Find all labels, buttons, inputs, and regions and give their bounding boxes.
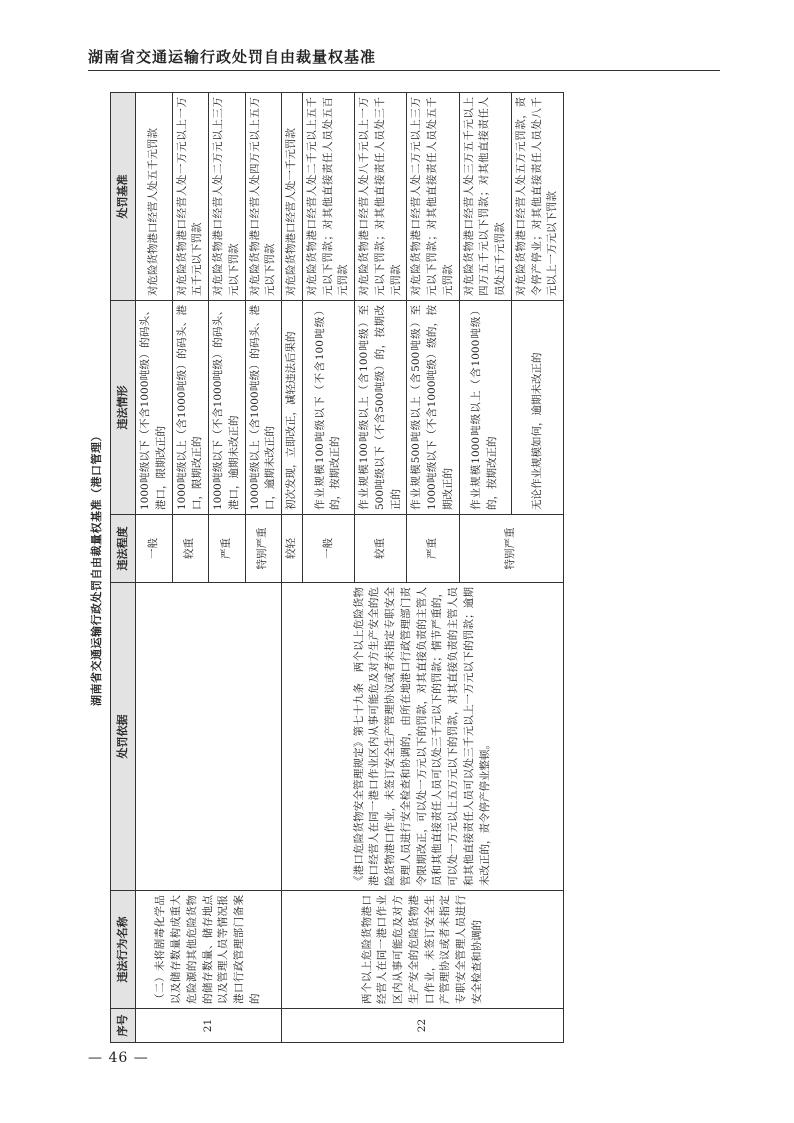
circumstance-cell: 作业规模500吨级以上（含500吨级）至1000吨级以下（不含1000吨级）级的，按期改正的	[407, 301, 459, 515]
table-row	[282, 93, 303, 1043]
standard-cell: 对危险货物港口经营人处二万元以上三万元以下罚款	[209, 93, 246, 301]
table-title: 湖南省交通运输行政处罚自由裁量权基准（港口管理）	[90, 430, 103, 706]
circumstance-cell: 1000吨级以下（不含1000吨级）的码头、港口，限期改正的	[136, 301, 173, 515]
table-row	[136, 93, 173, 1043]
header-rule	[88, 70, 720, 71]
degree-cell: 严重	[407, 515, 459, 583]
header-basis: 处罚依据	[111, 583, 136, 891]
running-head: 湖南省交通运输行政处罚自由裁量权基准	[88, 48, 377, 66]
seq-cell: 22	[282, 1009, 564, 1043]
degree-cell: 较轻	[282, 515, 303, 583]
basis-cell-empty	[136, 583, 282, 891]
standard-cell: 对危险货物港口经营人处五万元罚款，责令停产停业；对其他直接责任人员处八千元以上一万元以下罚款	[511, 93, 563, 301]
basis-cell: 《港口危险货物安全管理规定》第七十九条 两个以上危险货物港口经营人在同一港口作业区内从事可能危及对方生产安全的危险货物港口作业，未签订安全生产管理协议或者未指定专职安全管理人员进行安全检查和协调的，由所在地港口行政管理部门责令限期改正，可以处一万元以下的罚款，对其直接负责的主管人员和其他直接责任人员可以处三千元以下的罚款；情节严重的，可以处一万元以上五万元以下的罚款，对其直接负责的主管人员和其他直接责任人员可以处三千元以上一万元以下的罚款；逾期未改正的，责令停产停业整顿。	[282, 583, 564, 891]
circumstance-cell: 初次发现，立即改正，减轻违法后果的	[282, 301, 303, 515]
degree-cell: 严重	[209, 515, 246, 583]
circumstance-cell: 作业规模1000吨级以上（含1000吨级）的，按期改正的	[459, 301, 511, 515]
penalty-standard-table	[110, 92, 564, 1043]
degree-cell: 一般	[302, 515, 354, 583]
standard-cell: 对危险货物港口经营人处八千元以上一万元以下罚款；对其他直接责任人员处三千元罚款	[355, 93, 407, 301]
standard-cell: 对危险货物港口经营人处一万元以上一万五千元以下罚款	[172, 93, 209, 301]
table-header-row	[111, 93, 136, 1043]
rotated-table-container	[88, 93, 708, 1043]
standard-cell: 对危险货物港口经营人处二万元以上三万元以下罚款；对其他直接责任人员处五千元罚款	[407, 93, 459, 301]
standard-cell: 对危险货物港口经营人处五千元罚款	[136, 93, 173, 301]
standard-cell: 对危险货物港口经营人处一千元罚款	[282, 93, 303, 301]
degree-cell: 一般	[136, 515, 173, 583]
standard-cell: 对危险货物港口经营人处三万五千元以上四万五千元以下罚款；对其他直接责任人员处五千元罚款	[459, 93, 511, 301]
circumstance-cell: 作业规模100吨级以下（不含100吨级）的，按期改正的	[302, 301, 354, 515]
circumstance-cell: 作业规模100吨级以上（含100吨级）至500吨级以下（不含500吨级）的，按期改正的	[355, 301, 407, 515]
header-seq: 序号	[111, 1009, 136, 1043]
circumstance-cell: 1000吨级以上（含1000吨级）的码头、港口，限期改正的	[172, 301, 209, 515]
circumstance-cell: 无论作业规模如何，逾期未改正的	[511, 301, 563, 515]
header-standard: 处罚基准	[111, 93, 136, 301]
violation-name-cell: （二）未将剧毒化学品以及储存数量构成重大危险源的其他危险货物的储存数量、储存地点以及管理人员等情况报港口行政管理部门备案的	[136, 891, 282, 1009]
standard-cell: 对危险货物港口经营人处二千元以上五千元以下罚款；对其他直接责任人员处五百元罚款	[302, 93, 354, 301]
degree-cell: 较重	[172, 515, 209, 583]
violation-name-cell: 两个以上危险货物港口经营人在同一港口作业区内从事可能危及对方生产安全的危险货物港口作业，未签订安全生产管理协议或者未指定专职安全管理人员进行安全检查和协调的	[282, 891, 564, 1009]
page-number: — 46 —	[88, 1050, 149, 1066]
degree-cell: 特别严重	[245, 515, 282, 583]
header-name: 违法行为名称	[111, 891, 136, 1009]
circumstance-cell: 1000吨级以下（不含1000吨级）的码头、港口，逾期未改正的	[209, 301, 246, 515]
seq-cell: 21	[136, 1009, 282, 1043]
degree-cell: 特别严重	[459, 515, 564, 583]
degree-cell: 较重	[355, 515, 407, 583]
circumstance-cell: 1000吨级以上（含1000吨级）的码头、港口，逾期未改正的	[245, 301, 282, 515]
header-circumstance: 违法情形	[111, 301, 136, 515]
header-degree: 违法程度	[111, 515, 136, 583]
standard-cell: 对危险货物港口经营人处四万元以上五万元以下罚款	[245, 93, 282, 301]
